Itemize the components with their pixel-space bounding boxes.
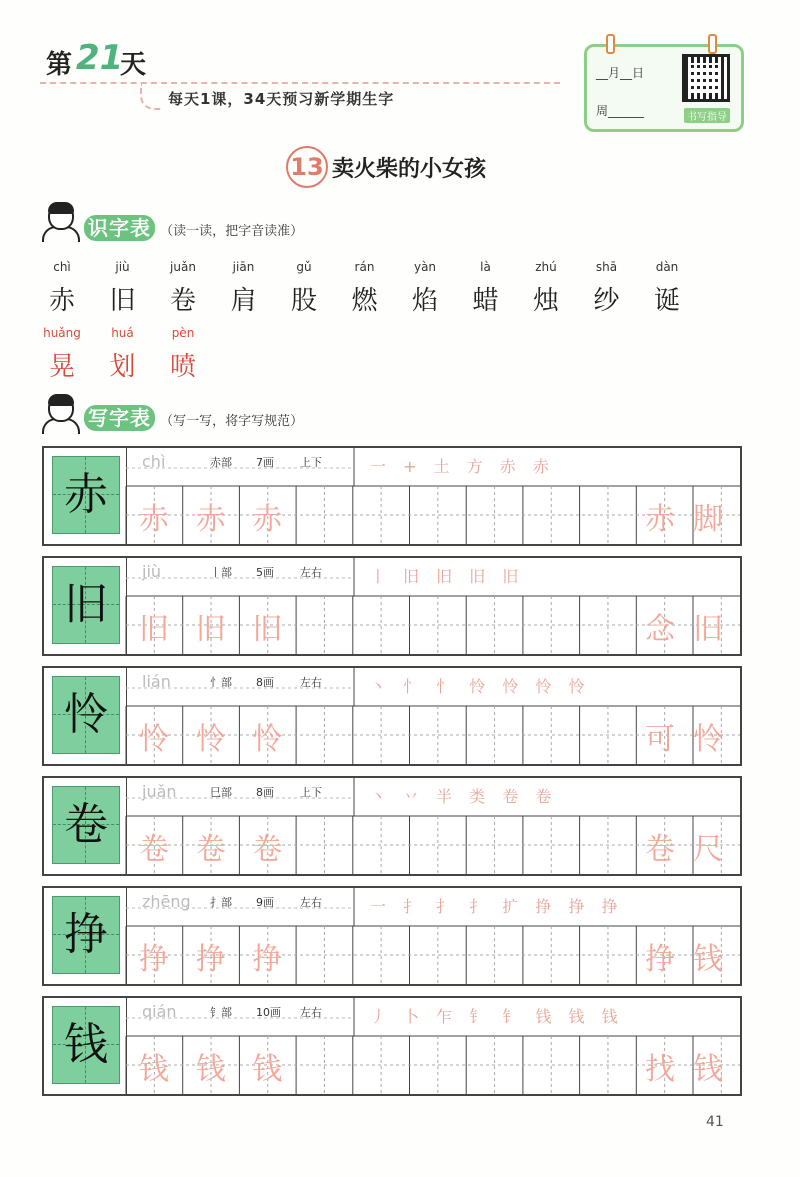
pinyin: rán [354,260,375,274]
trace-character: 怜 [195,722,226,757]
char-struct: 上下 [300,786,322,799]
character: 诞 [653,286,680,316]
trace-character: 旧 [139,612,169,647]
row-pinyin: juǎn [142,782,177,801]
recognise-note: （读一读，把字音读准） [160,224,304,239]
trace-character: 怜 [252,722,283,757]
trace-character: 挣 [195,942,226,977]
trace-character: 怜 [139,722,169,757]
trace-character: 钱 [139,1052,169,1087]
stroke-order: 丨 旧 旧 旧 旧 [370,567,525,586]
recognise-title: 识字表 [84,215,155,241]
lesson-number: 13 [286,146,328,188]
week-field: 周______ [596,104,645,118]
write-title: 写字表 [84,405,155,431]
character: 股 [290,286,317,316]
character: 晃 [48,352,75,382]
trace-character: 赤 [139,502,169,537]
day-label-prefix: 第 [46,50,73,80]
row-pinyin: zhēng [142,892,191,911]
write-header [84,402,303,431]
character: 旧 [109,286,136,316]
char-struct: 左右 [300,896,322,909]
model-character: 旧 [64,579,108,630]
day-label-suffix: 天 [120,50,147,80]
trace-character: 卷 [252,832,283,867]
char-radical: 赤部 [210,456,232,469]
char-strokes: 9画 [256,896,274,909]
pinyin: jiù [115,260,130,274]
character: 蜡 [472,286,499,316]
write-note: （写一写，将字写规范） [160,414,304,429]
character: 纱 [593,286,620,316]
trace-character: 钱 [252,1052,283,1087]
trace-character: 旧 [252,612,283,647]
pinyin: huá [111,326,134,340]
model-character: 怜 [64,689,108,740]
writing-row [42,996,742,1096]
header-divider-curve [140,84,162,110]
qr-label: 书写指导 [684,108,730,123]
trace-word: 找钱 [644,1052,741,1087]
pinyin: yàn [413,260,437,274]
stroke-order: 一 + 土 方 赤 赤 [370,457,555,476]
pinyin: gǔ [296,260,312,274]
stroke-order: 丶 丷 半 类 卷 卷 [370,787,558,806]
stroke-order: 一 扌 扌 扌 扩 挣 挣 挣 [370,897,624,916]
day-number: 21 [76,38,124,78]
trace-character: 挣 [139,942,169,977]
char-strokes: 7画 [256,456,274,469]
writing-row [42,776,742,876]
model-character: 卷 [64,799,108,850]
row-pinyin: lián [142,672,171,691]
writing-row [42,556,742,656]
trace-word: 可怜 [644,722,741,757]
trace-word: 卷尺 [644,832,741,867]
pinyin: chì [53,260,71,274]
model-character: 赤 [64,469,108,520]
writing-row [42,886,742,986]
trace-character: 赤 [195,502,226,537]
model-character: 挣 [64,909,108,960]
trace-character: 钱 [195,1052,226,1087]
stroke-order: 丶 忄 忄 怜 怜 怜 怜 [370,677,591,696]
trace-character: 卷 [195,832,226,867]
pinyin: huǎng [43,326,81,340]
char-radical: 丨部 [210,566,232,579]
char-struct: 左右 [300,566,322,579]
recognise-header [84,212,303,241]
student-icon [40,200,78,240]
char-struct: 左右 [300,676,322,689]
character: 肩 [230,286,257,316]
row-pinyin: qián [142,1002,177,1021]
tagline: 每天1课，34天预习新学期生字 [168,90,395,108]
char-strokes: 8画 [256,786,274,799]
trace-word: 挣钱 [644,942,741,977]
trace-character: 旧 [195,612,226,647]
qr-code-icon[interactable] [682,54,730,102]
character: 烛 [532,286,559,316]
trace-character: 卷 [139,832,169,867]
pinyin: juǎn [170,260,196,274]
character: 划 [109,352,136,382]
char-radical: 钅部 [210,1006,232,1019]
binder-ring-icon [606,34,615,54]
student-icon [40,392,78,432]
row-pinyin: chì [142,452,166,471]
pinyin: dàn [655,260,679,274]
pinyin: zhú [535,260,557,274]
trace-character: 赤 [252,502,283,537]
char-radical: 忄部 [210,676,232,689]
character: 喷 [169,352,196,382]
char-struct: 上下 [300,456,322,469]
trace-word: 念旧 [644,612,741,647]
pinyin: pèn [171,326,195,340]
row-pinyin: jiù [142,562,162,581]
model-character: 钱 [64,1019,108,1070]
lesson-title: 卖火柴的小女孩 [332,157,487,182]
header-divider [40,82,560,84]
trace-word: 赤脚 [644,502,741,537]
page-number: 41 [706,1114,724,1130]
character: 卷 [169,286,196,316]
char-radical: 扌部 [210,896,232,909]
char-strokes: 5画 [256,566,274,579]
pinyin: là [480,260,491,274]
char-strokes: 10画 [256,1006,281,1019]
char-strokes: 8画 [256,676,274,689]
pinyin: jiān [232,260,255,274]
char-radical: 巳部 [210,786,232,799]
character: 焰 [411,286,438,316]
writing-row [42,666,742,766]
pinyin: shā [595,260,618,274]
character: 赤 [48,286,75,316]
stroke-order: 丿 卜 乍 钅 钅 钱 钱 钱 [370,1007,624,1026]
binder-ring-icon [708,34,717,54]
date-field: __月__日 [596,66,645,80]
char-struct: 左右 [300,1006,322,1019]
character: 燃 [351,286,378,316]
trace-character: 挣 [252,942,283,977]
writing-row [42,446,742,546]
